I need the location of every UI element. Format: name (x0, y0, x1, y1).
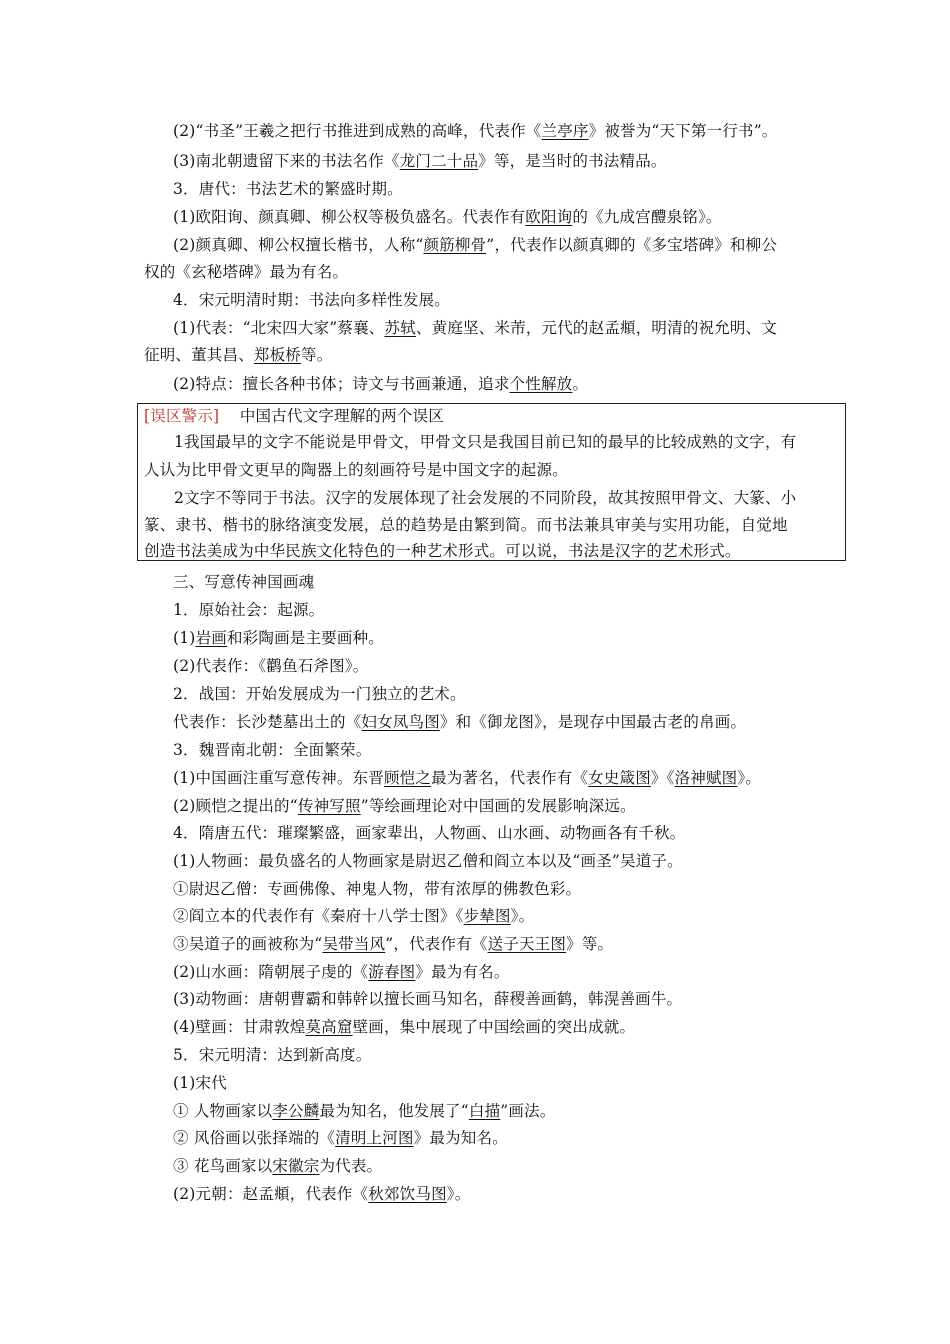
text-segment: (1)宋代 (173, 1074, 227, 1092)
text-line (173, 179, 403, 199)
text-segment: (3)动物画：唐朝曹霸和韩幹以擅长画马知名，薛稷善画鹤，韩滉善画牛。 (173, 990, 683, 1008)
underlined-term: 岩画 (195, 629, 227, 647)
text-segment: 3．唐代：书法艺术的繁盛时期。 (173, 180, 403, 198)
underlined-term: 妇女凤鸟图 (361, 713, 440, 731)
text-line (173, 851, 683, 871)
text-segment: (2)元朝：赵孟頫，代表作《 (173, 1185, 369, 1203)
text-segment: 》。 (737, 769, 762, 787)
text-line (173, 712, 746, 732)
text-line (173, 572, 314, 592)
text-segment: 2．战国：开始发展成为一门独立的艺术。 (173, 685, 466, 703)
text-line (173, 1101, 556, 1121)
text-segment: (2)特点：擅长各种书体；诗文与书画兼通，追求 (173, 375, 510, 393)
text-segment: ”，代表作有《 (385, 935, 488, 953)
text-segment: (2)代表作：《鹳鱼石斧图》。 (173, 657, 369, 675)
text-line (173, 740, 371, 760)
text-segment: 4．宋元明清时期：书法向多样性发展。 (173, 291, 450, 309)
text-segment: 权的《玄秘塔碑》最为有名。 (144, 263, 349, 281)
text-line (173, 823, 685, 843)
text-line (173, 628, 384, 648)
text-line (173, 1017, 635, 1037)
text-line (173, 768, 761, 788)
text-segment: 》最为知名。 (413, 1129, 508, 1147)
text-segment: 》和《御龙图》，是现存中国最古老的帛画。 (439, 713, 747, 731)
text-segment: 最为知名，他发展了“ (319, 1102, 469, 1120)
text-line (173, 1156, 382, 1176)
text-segment: 1．原始社会：起源。 (173, 601, 325, 619)
text-segment: ②阎立本的代表作有《秦府十八学士图》《 (173, 907, 464, 925)
text-segment: 等。 (301, 346, 333, 364)
text-segment: 代表作：长沙楚墓出土的《 (173, 713, 362, 731)
text-segment: 最为著名，代表作有《 (431, 769, 589, 787)
text-segment: 征明、董其昌、 (144, 346, 254, 364)
text-segment: (3)南北朝遗留下来的书法名作《 (173, 152, 400, 170)
warning-line-3: 2文字不等同于书法。汉字的发展体现了社会发展的不同阶段，故其按照甲骨文、大篆、小 (174, 489, 797, 507)
text-segment: 。 (572, 375, 589, 393)
text-segment: ③ 花鸟画家以 (173, 1157, 273, 1175)
underlined-term: 郑板桥 (253, 346, 302, 364)
text-segment: 3．魏晋南北朝：全面繁荣。 (173, 741, 372, 759)
underlined-term: 白描 (468, 1102, 501, 1120)
text-line (144, 262, 348, 282)
text-line (173, 1045, 371, 1065)
underlined-term: 秋郊饮马图 (368, 1185, 447, 1203)
underlined-term: 龙门二十品 (399, 152, 479, 170)
warning-line-5: 创造书法美成为中华民族文化特色的一种艺术形式。可以说，书法是汉字的艺术形式。 (144, 542, 741, 560)
underlined-term: 吴带当风 (322, 935, 386, 953)
text-segment: 》。 (510, 907, 535, 925)
text-line (173, 656, 368, 676)
text-segment: (2)山水画：隋朝展子虔的《 (173, 963, 369, 981)
text-line (173, 989, 682, 1009)
underlined-term: 送子天王图 (487, 935, 567, 953)
text-segment: ② 风俗画以张择端的《 (173, 1129, 336, 1147)
text-segment: 》等。 (566, 935, 614, 953)
underlined-term: 兰亭序 (541, 122, 589, 140)
text-segment: (1) (173, 629, 196, 647)
underlined-term: 苏轼 (384, 319, 416, 337)
text-line (173, 879, 581, 899)
underlined-term: 步辇图 (463, 907, 511, 925)
underlined-term: 顾恺之 (383, 769, 432, 787)
text-line (173, 684, 466, 704)
text-line (173, 1073, 227, 1093)
underlined-term: 清明上河图 (335, 1129, 414, 1147)
text-segment: 》最为有名。 (415, 963, 510, 981)
text-segment: (4)壁画：甘肃敦煌 (173, 1018, 306, 1036)
text-segment: (2)颜真卿、柳公权擅长楷书，人称“ (173, 236, 424, 254)
text-line (173, 934, 613, 954)
underlined-term: 个性解放 (509, 375, 573, 393)
underlined-term: 欧阳询 (525, 208, 573, 226)
text-segment: 》被誉为“天下第一行书”。 (588, 122, 778, 140)
text-segment: ① 人物画家以 (173, 1102, 273, 1120)
text-line (173, 207, 722, 227)
text-segment: (1)中国画注重写意传神。东晋 (173, 769, 384, 787)
text-segment: 为代表。 (319, 1157, 383, 1175)
text-line (144, 345, 332, 365)
underlined-term: 洛神赋图 (674, 769, 738, 787)
underlined-term: 女史箴图 (588, 769, 651, 787)
text-segment: 》。 (446, 1185, 471, 1203)
text-line (173, 906, 534, 926)
text-line (173, 1128, 508, 1148)
text-line (173, 151, 667, 171)
text-segment: ”，代表作以颜真卿的《多宝塔碑》和柳公 (486, 236, 778, 254)
underlined-term: 莫高窟 (305, 1018, 353, 1036)
text-segment: (2)“书圣”王羲之把行书推进到成熟的高峰，代表作《 (173, 122, 542, 140)
underlined-term: 宋徽宗 (272, 1157, 320, 1175)
text-line (173, 796, 636, 816)
text-segment: 和彩陶画是主要画种。 (226, 629, 384, 647)
text-segment: (2)顾恺之提出的“ (173, 797, 298, 815)
text-line (173, 235, 777, 255)
text-segment: 壁画，集中展现了中国绘画的突出成就。 (352, 1018, 636, 1036)
text-line (173, 290, 450, 310)
warning-line-2: 人认为比甲骨文更早的陶器上的刻画符号是中国文字的起源。 (144, 461, 568, 479)
text-segment: ③吴道子的画被称为“ (173, 935, 323, 953)
warning-tag: [误区警示] (144, 407, 220, 425)
text-segment: 》等，是当时的书法精品。 (478, 152, 667, 170)
text-line (173, 962, 510, 982)
text-line (173, 600, 324, 620)
text-segment: 的《九成宫醴泉铭》。 (572, 208, 722, 226)
warning-line-4: 篆、隶书、楷书的脉络演变发展，总的趋势是由繁到简。而书法兼具审美与实用功能，自觉地 (144, 516, 788, 534)
warning-title: 中国古代文字理解的两个误区 (239, 407, 444, 425)
underlined-term: 游春图 (368, 963, 416, 981)
text-segment: ①尉迟乙僧：专画佛像、神鬼人物，带有浓厚的佛教色彩。 (173, 880, 582, 898)
text-line (173, 318, 777, 338)
underlined-term: 颜筋柳骨 (423, 236, 487, 254)
text-line (173, 374, 588, 394)
warning-line-1: 1我国最早的文字不能说是甲骨文，甲骨文只是我国目前已知的最早的比较成熟的文字，有 (174, 433, 797, 451)
text-segment: (1)欧阳询、颜真卿、柳公权等极负盛名。代表作有 (173, 208, 526, 226)
text-segment: (1)人物画：最负盛名的人物画家是尉迟乙僧和阎立本以及“画圣”吴道子。 (173, 852, 683, 870)
underlined-term: 李公麟 (272, 1102, 320, 1120)
text-segment: 三、写意传神国画魂 (173, 573, 315, 591)
text-segment: ”画法。 (500, 1102, 556, 1120)
text-segment: 5．宋元明清：达到新高度。 (173, 1046, 372, 1064)
text-segment: (1)代表：“北宋四大家”蔡襄、 (173, 319, 385, 337)
text-segment: ”等绘画理论对中国画的发展影响深远。 (360, 797, 636, 815)
text-segment: 4．隋唐五代：璀璨繁盛，画家辈出，人物画、山水画、动物画各有千秋。 (173, 824, 686, 842)
warning-header (144, 406, 444, 426)
underlined-term: 传神写照 (297, 797, 361, 815)
warning-box (137, 403, 846, 561)
text-line (173, 121, 778, 141)
text-segment: 、黄庭坚、米芾，元代的赵孟頫，明清的祝允明、文 (415, 319, 778, 337)
text-line (173, 1184, 470, 1204)
text-segment: 》《 (650, 769, 675, 787)
